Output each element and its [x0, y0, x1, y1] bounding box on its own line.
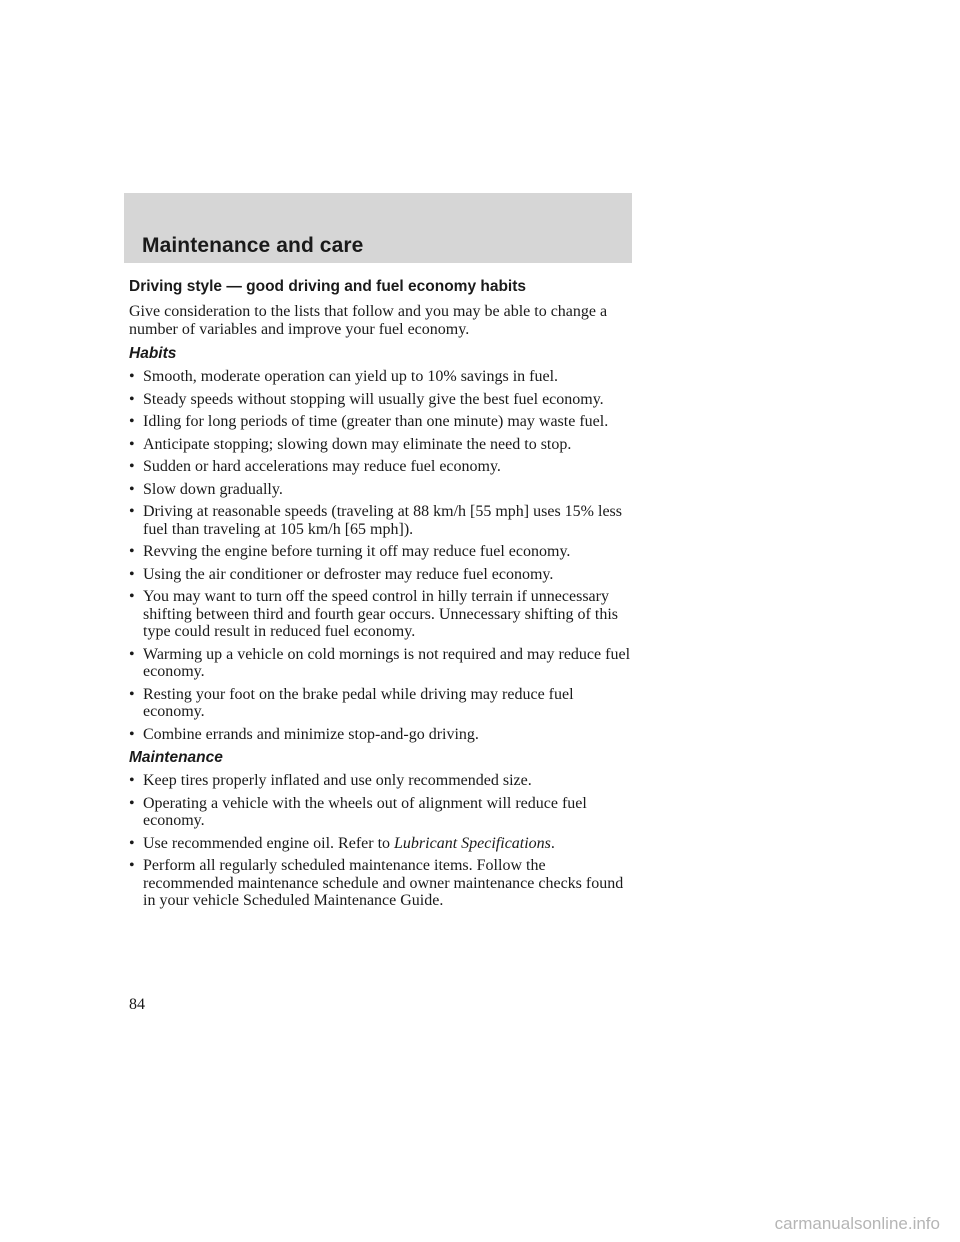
maintenance-heading: Maintenance: [129, 749, 223, 766]
page-content: [129, 276, 639, 915]
bullet-icon: •: [129, 685, 135, 703]
page-number: 84: [129, 996, 145, 1013]
list-item: • Warming up a vehicle on cold mornings is not required and may reduce fuel economy.: [129, 645, 631, 680]
bullet-icon: •: [129, 588, 135, 605]
bullet-icon: •: [129, 413, 135, 430]
bullet-icon: •: [129, 480, 135, 498]
list-item: • Steady speeds without stopping will usually give the best fuel economy.: [129, 390, 604, 408]
list-item: • You may want to turn off the speed control in hilly terrain if unnecessary shifting between third and fourth gear occurs. Unnecessary shifting of this type could result in reduced fuel economy.: [129, 588, 618, 640]
list-item: • Smooth, moderate operation can yield up to 10% savings in fuel.: [129, 368, 559, 385]
list-item: • Sudden or hard accelerations may reduce fuel economy.: [129, 458, 501, 475]
intro-paragraph: Give consideration to the lists that follow and you may be able to change a number of variables and improve your fuel economy.: [129, 303, 608, 338]
bullet-icon: •: [129, 725, 135, 743]
list-item: • Driving at reasonable speeds (traveling at 88 km/h [55 mph] uses 15% less fuel than traveling at 105 km/h [65 mph]).: [129, 503, 622, 538]
bullet-icon: •: [129, 857, 135, 874]
section-heading: Driving style — good driving and fuel economy habits: [129, 278, 527, 295]
bullet-icon: •: [129, 565, 135, 583]
list-item: • Combine errands and minimize stop-and-go driving.: [129, 725, 479, 743]
bullet-icon: •: [129, 458, 135, 475]
bullet-icon: •: [129, 503, 135, 520]
list-item: • Anticipate stopping; slowing down may eliminate the need to stop.: [129, 435, 572, 453]
bullet-icon: •: [129, 645, 135, 663]
list-item: • Idling for long periods of time (greater than one minute) may waste fuel.: [129, 413, 609, 430]
bullet-icon: •: [129, 390, 135, 408]
bullet-icon: •: [129, 543, 135, 560]
list-item: • Resting your foot on the brake pedal while driving may reduce fuel economy.: [129, 685, 574, 720]
chapter-title: Maintenance and care: [142, 234, 364, 257]
habits-list: [129, 368, 639, 743]
maintenance-list: [129, 772, 639, 910]
bullet-icon: •: [129, 368, 135, 385]
bullet-icon: •: [129, 772, 135, 789]
bullet-icon: •: [129, 834, 135, 852]
bullet-icon: •: [129, 794, 135, 812]
chapter-header-band: [124, 193, 632, 263]
list-item: • Use recommended engine oil. Refer to Lubricant Specifications.: [129, 834, 555, 852]
list-item: • Slow down gradually.: [129, 480, 283, 498]
lubricant-specifications-reference: Lubricant Specifications: [394, 834, 551, 852]
list-item: • Revving the engine before turning it off may reduce fuel economy.: [129, 543, 571, 560]
list-item: • Using the air conditioner or defroster may reduce fuel economy.: [129, 565, 554, 583]
list-item: • Perform all regularly scheduled maintenance items. Follow the recommended maintenance schedule and owner maintenance checks found in your vehicle Scheduled Maintenance Guide.: [129, 857, 624, 909]
watermark: carmanualsonline.info: [774, 1214, 940, 1233]
habits-heading: Habits: [129, 345, 177, 362]
list-item: • Operating a vehicle with the wheels out of alignment will reduce fuel economy.: [129, 794, 587, 829]
bullet-icon: •: [129, 435, 135, 453]
list-item: • Keep tires properly inflated and use only recommended size.: [129, 772, 532, 789]
